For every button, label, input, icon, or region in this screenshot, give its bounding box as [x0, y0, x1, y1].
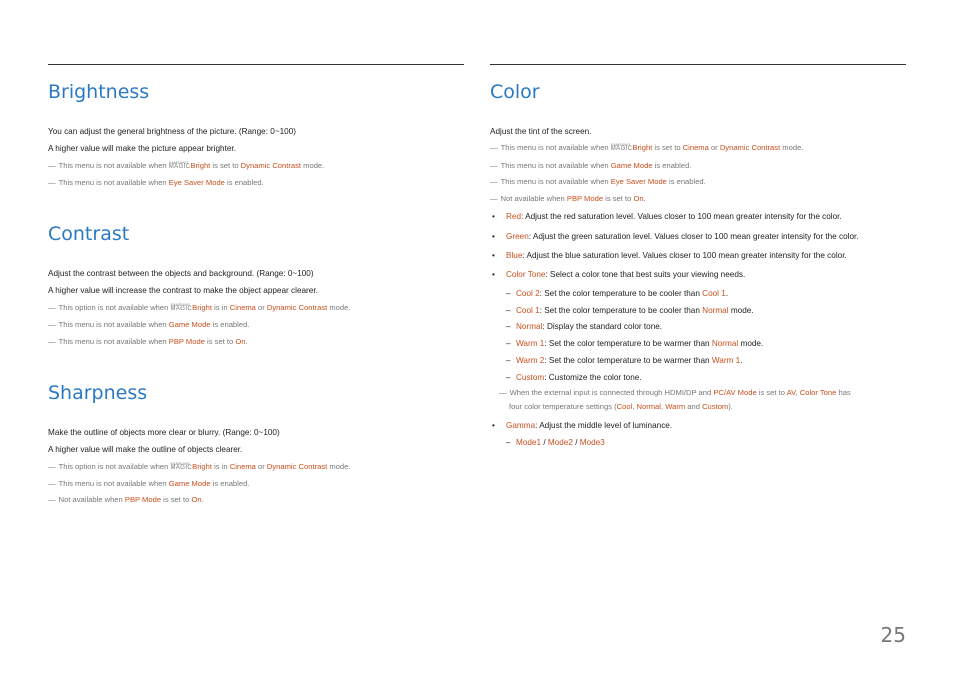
bullet-red: • Red: Adjust the red saturation level. Values closer to 100 mean greater intensity for the color. — [492, 212, 842, 221]
contrast-note-3: ― This menu is not available when PBP Mode is set to On. — [48, 337, 248, 346]
sharpness-desc-2: A higher value will make the outline of objects clearer. — [48, 445, 243, 454]
contrast-note-1: ― This option is not available when SAMSUNG MAGICBright is in Cinema or Dynamic Contrast mode. — [48, 303, 351, 312]
sharpness-note-3: ― Not available when PBP Mode is set to On. — [48, 495, 204, 504]
color-note-1: ― This menu is not available when SAMSUNG MAGICBright is set to Cinema or Dynamic Contrast mode. — [490, 143, 804, 152]
bullet-blue: • Blue: Adjust the blue saturation level. Values closer to 100 mean greater intensity for the color. — [492, 251, 847, 260]
left-top-rule — [48, 64, 464, 65]
bullet-gamma: • Gamma: Adjust the middle level of luminance. — [492, 421, 673, 430]
contrast-heading: Contrast — [48, 223, 130, 245]
brightness-desc: You can adjust the general brightness of the picture. (Range: 0~100) — [48, 127, 296, 136]
color-tone-note: ― When the external input is connected through HDMI/DP and PC/AV Mode is set to AV, Color Tone has — [499, 388, 851, 397]
contrast-note-2: ― This menu is not available when Game Mode is enabled. — [48, 320, 250, 329]
bullet-color-tone: • Color Tone: Select a color tone that best suits your viewing needs. — [492, 270, 746, 279]
sharpness-heading: Sharpness — [48, 382, 148, 404]
sub-gamma-modes: – Mode1 / Mode2 / Mode3 — [506, 438, 605, 447]
sharpness-desc: Make the outline of objects more clear or blurry. (Range: 0~100) — [48, 428, 280, 437]
magic-logo: SAMSUNG MAGIC — [170, 303, 193, 312]
sub-custom: – Custom: Customize the color tone. — [506, 373, 642, 382]
color-desc: Adjust the tint of the screen. — [490, 127, 592, 136]
sub-warm2: – Warm 2: Set the color temperature to be warmer than Warm 1. — [506, 356, 743, 365]
contrast-desc: Adjust the contrast between the objects and background. (Range: 0~100) — [48, 269, 314, 278]
magic-logo: SAMSUNG MAGIC — [610, 143, 633, 152]
magic-logo: SAMSUNG MAGIC — [170, 462, 193, 471]
sub-warm1: – Warm 1: Set the color temperature to be warmer than Normal mode. — [506, 339, 764, 348]
brightness-note-2: ― This menu is not available when Eye Saver Mode is enabled. — [48, 178, 264, 187]
color-note-4: ― Not available when PBP Mode is set to On. — [490, 194, 646, 203]
magic-logo: SAMSUNG MAGIC — [168, 161, 191, 170]
brightness-note-1: ― This menu is not available when SAMSUNG MAGICBright is set to Dynamic Contrast mode. — [48, 161, 325, 170]
sharpness-note-2: ― This menu is not available when Game Mode is enabled. — [48, 479, 250, 488]
page-number: 25 — [880, 623, 906, 647]
color-note-2: ― This menu is not available when Game Mode is enabled. — [490, 161, 692, 170]
right-top-rule — [490, 64, 906, 65]
contrast-desc-2: A higher value will increase the contrast to make the object appear clearer. — [48, 286, 318, 295]
brightness-heading: Brightness — [48, 81, 150, 103]
color-note-3: ― This menu is not available when Eye Saver Mode is enabled. — [490, 177, 706, 186]
color-heading: Color — [490, 81, 540, 103]
sub-normal: – Normal: Display the standard color tone. — [506, 322, 663, 331]
sub-cool2: – Cool 2: Set the color temperature to be cooler than Cool 1. — [506, 289, 729, 298]
color-tone-note-line2: four color temperature settings (Cool, Normal, Warm and Custom). — [509, 402, 733, 411]
brightness-desc-2: A higher value will make the picture appear brighter. — [48, 144, 236, 153]
sub-cool1: – Cool 1: Set the color temperature to be cooler than Normal mode. — [506, 306, 754, 315]
bullet-green: • Green: Adjust the green saturation level. Values closer to 100 mean greater intensity for the color. — [492, 232, 859, 241]
sharpness-note-1: ― This option is not available when SAMSUNG MAGICBright is in Cinema or Dynamic Contrast mode. — [48, 462, 351, 471]
